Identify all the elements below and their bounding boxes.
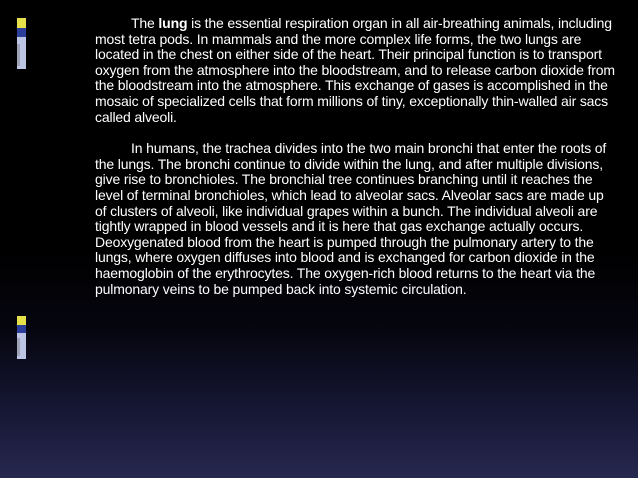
accent-blue-bar bbox=[17, 325, 26, 333]
paragraph-intro: The bbox=[131, 15, 159, 31]
accent-yellow-square bbox=[17, 316, 26, 325]
paragraph-human-respiration bbox=[95, 141, 615, 297]
paragraph-lung-definition bbox=[95, 16, 615, 125]
accent-gray-bar bbox=[17, 44, 20, 66]
slide-body bbox=[95, 16, 615, 297]
keyword-lung: lung bbox=[158, 15, 188, 31]
accent-blue-bar bbox=[17, 28, 26, 37]
accent-gray-bar bbox=[17, 338, 20, 356]
accent-yellow-square bbox=[17, 18, 26, 28]
paragraph-text: In humans, the trachea divides into the two main bronchi that enter the roots of the lungs. The bronchi continue to divide within the lung, and after multiple divisions, give rise to bronchioles. The bronchial tree continues branching until it reaches the level of terminal bronchioles, which lead to alveolar sacs. Alveolar sacs are made up of clusters of alveoli, like individual grapes within a bunch. The individual alveoli are tightly wrapped in blood vessels and it is here that gas exchange actually occurs. Deoxygenated blood from the heart is pumped through the pulmonary artery to the lungs, where oxygen diffuses into blood and is exchanged for carbon dioxide in the haemoglobin of the erythrocytes. The oxygen-rich blood returns to the heart via the pulmonary veins to be pumped back into systemic circulation. bbox=[95, 140, 607, 297]
paragraph-text: is the essential respiration organ in all air-breathing animals, including most tetra pods. In mammals and the more complex life forms, the two lungs are located in the chest on either side of the heart. Their principal function is to transport oxygen from the atmosphere into the bloodstream, and to release carbon dioxide from the bloodstream into the atmosphere. This exchange of gases is accomplished in the mosaic of specialized cells that form millions of tiny, exceptionally thin-walled air sacs called alveoli. bbox=[95, 15, 615, 125]
